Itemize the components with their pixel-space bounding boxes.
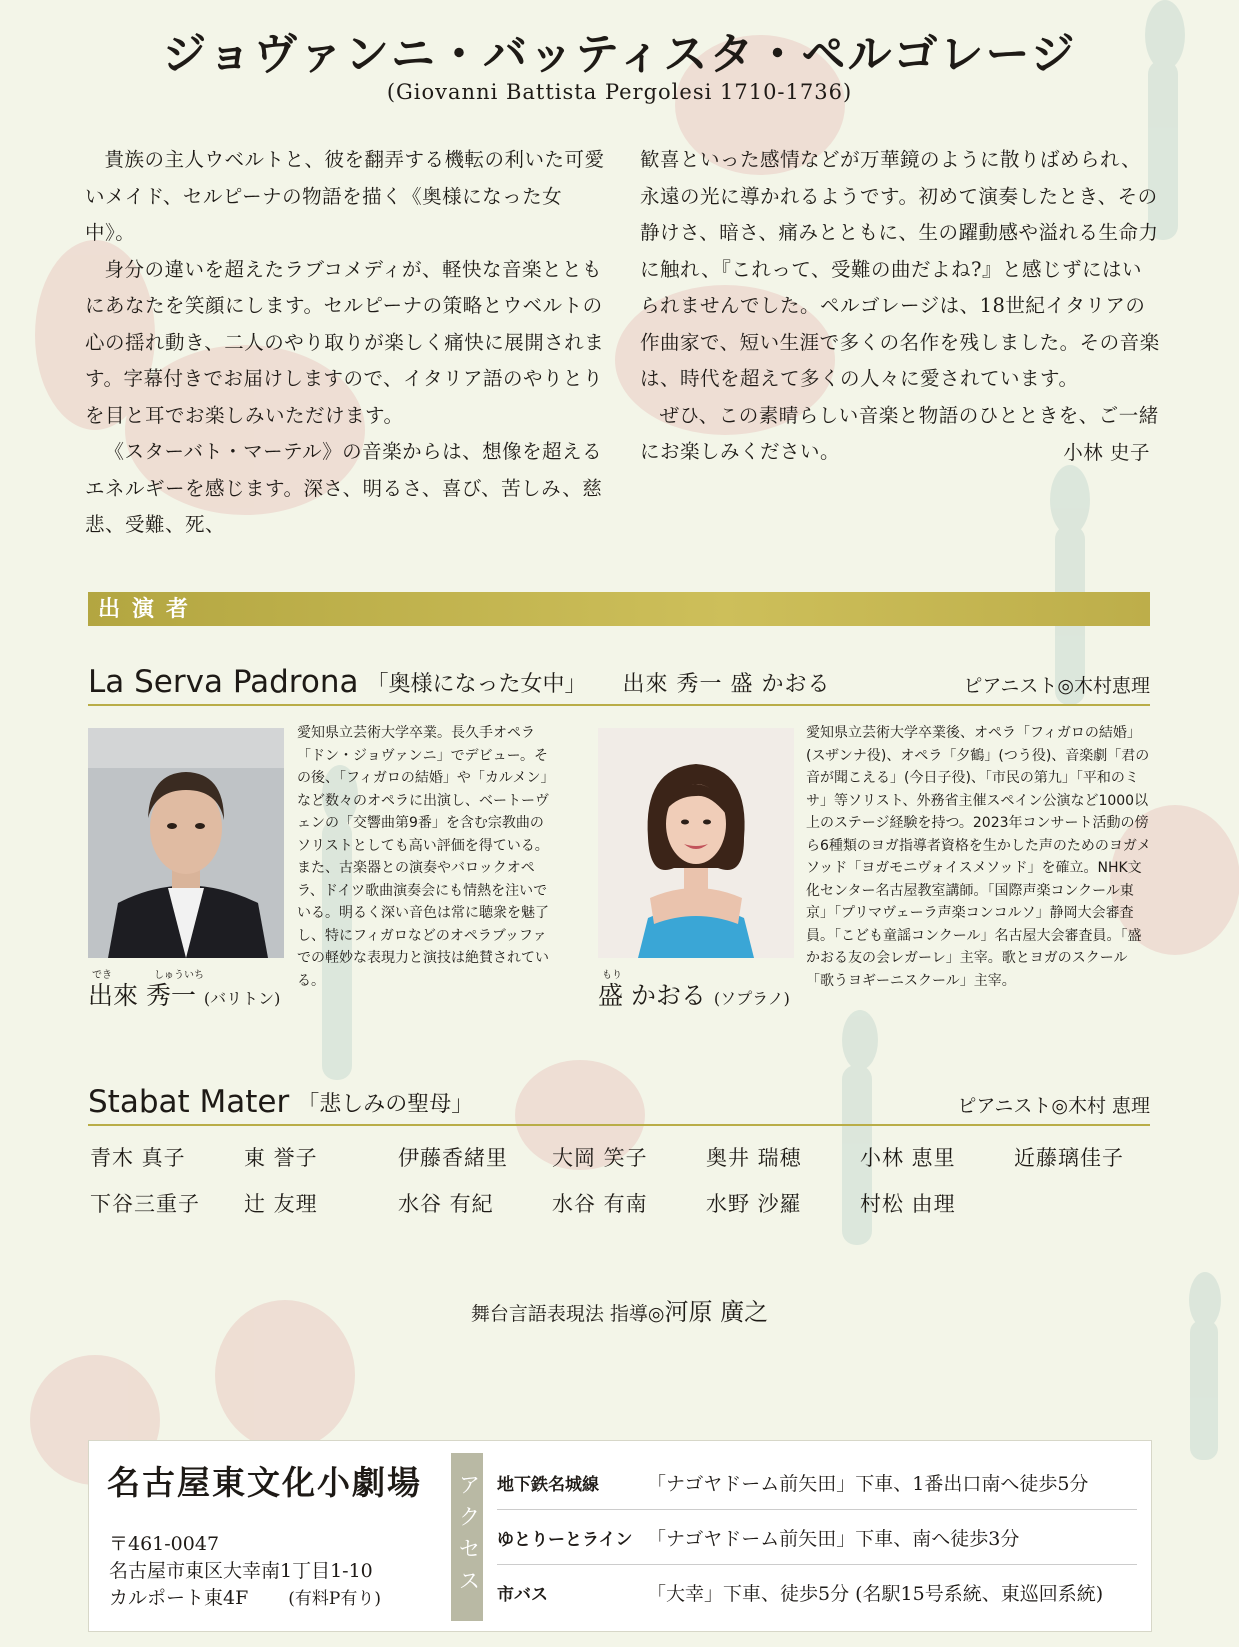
pianist-credit: ピアニスト◎木村 恵理 xyxy=(957,1095,1150,1117)
transit-line: 市バス xyxy=(497,1584,548,1605)
work-title-japanese: 「奥様になった女中」 xyxy=(366,672,587,697)
performer-voice-part: (ソプラノ) xyxy=(713,989,790,1008)
intro-left-column xyxy=(85,142,610,544)
venue-info-box xyxy=(88,1440,1152,1632)
name-reading: しゅういち xyxy=(154,970,204,981)
chorus-member: 青木 真子 xyxy=(90,1146,186,1170)
performer-name-soprano xyxy=(598,970,790,1012)
postal-code: 〒461-0047 xyxy=(109,1533,220,1555)
performer-voice-part: (バリトン) xyxy=(203,989,281,1008)
name-reading: もり xyxy=(602,970,622,981)
access-label: アクセス xyxy=(451,1453,483,1621)
intro-signature: 小林 史子 xyxy=(1063,440,1150,464)
director-credit xyxy=(0,1292,1239,1327)
parking-note: (有料P有り) xyxy=(288,1589,381,1609)
work-title-japanese: 「悲しみの聖母」 xyxy=(297,1092,474,1117)
work-heading-stabat-mater xyxy=(88,1080,1150,1126)
transit-line: ゆとりーとライン xyxy=(497,1529,633,1550)
performer-bio: 愛知県立芸術大学卒業後、オペラ「フィガロの結婚」(スザンナ役)、オペラ「夕鶴」(つう役)、音楽劇「君の音が聞こえる」(今日子役)、「市民の第九」「平和のミサ」等ソリスト、外務省主催スペイン公演など1000以上のステージ経験を持つ。2023年コンサート活動の傍ら6種類のヨガ指導者資格を生かした声のためのヨガメソッド「ヨガモニヴォイスメソッド」を確立。NHK文化センター名古屋教室講師。「国際声楽コンクール東京」「プリマヴェーラ声楽コンコルソ」静岡大会審査員。「こども童謡コンクール」名古屋大会審査員。「盛かおる友の会レガーレ」主宰。歌とヨガのスクール「歌うヨギーニスクール」主宰。 xyxy=(806,725,1151,989)
work-title: Stabat Mater xyxy=(88,1084,290,1120)
intro-paragraph: 《スターバト・マーテル》の音楽からは、想像を超えるエネルギーを感じます。深さ、明るさ、喜び、苦しみ、慈悲、受難、死、 xyxy=(85,440,603,536)
chorus-member: 水野 沙羅 xyxy=(706,1192,802,1216)
chorus-member: 近藤璃佳子 xyxy=(1014,1146,1124,1170)
transit-route: 「ナゴヤドーム前矢田」下車、1番出口南へ徒歩5分 xyxy=(647,1472,1089,1495)
chorus-member-list xyxy=(90,1142,1160,1218)
transit-route: 「大幸」下車、徒歩5分 (名駅15号系統、東巡回系統) xyxy=(647,1582,1104,1605)
performer-name-baritone xyxy=(88,970,281,1012)
director-label: 舞台言語表現法 指導◎ xyxy=(470,1303,665,1325)
director-name: 河原 廣之 xyxy=(664,1298,769,1326)
transit-route: 「ナゴヤドーム前矢田」下車、南へ徒歩3分 xyxy=(647,1527,1020,1550)
page-subtitle: (Giovanni Battista Pergolesi 1710-1736) xyxy=(386,80,853,104)
chorus-member: 大岡 笑子 xyxy=(552,1146,648,1170)
performer-photo-soprano xyxy=(598,728,794,958)
chorus-member: 伊藤香緒里 xyxy=(398,1146,508,1170)
page-title: ジョヴァンニ・バッティスタ・ペルゴレージ xyxy=(162,29,1077,80)
chorus-member: 小林 恵里 xyxy=(860,1146,956,1170)
work-cast: 出來 秀一 盛 かおる xyxy=(622,672,831,697)
chorus-member: 水谷 有南 xyxy=(552,1192,648,1216)
intro-paragraph: 身分の違いを超えたラブコメディが、軽快な音楽とともにあなたを笑顔にします。セルピーナの策略とウベルトの心の揺れ動き、二人のやり取りが楽しく痛快に展開されます。字幕付きでお届けしますので、イタリア語のやりとりを目と耳でお楽しみいただけます。 xyxy=(85,257,605,427)
intro-paragraph: ぜひ、この素晴らしい音楽と物語のひとときを、ご一緒にお楽しみください。 xyxy=(640,403,1159,463)
performer-photo-baritone xyxy=(88,728,284,958)
work-title: La Serva Padrona xyxy=(88,664,359,700)
chorus-member: 辻 友理 xyxy=(244,1192,318,1216)
chorus-member: 奥井 瑞穂 xyxy=(706,1146,802,1170)
chorus-member: 東 誉子 xyxy=(244,1146,318,1170)
intro-paragraph: 貴族の主人ウベルトと、彼を翻弄する機転の利いた可愛いメイド、セルピーナの物語を描く《奥様になった女中》。 xyxy=(85,148,605,244)
performer-name: 盛 かおる xyxy=(598,981,706,1010)
chorus-member: 村松 由理 xyxy=(860,1192,956,1216)
transit-line: 地下鉄名城線 xyxy=(497,1474,599,1495)
section-label: 出演者 xyxy=(98,596,201,622)
access-row xyxy=(497,1510,1137,1565)
performer-bio: 愛知県立芸術大学卒業。長久手オペラ「ドン・ジョヴァンニ」でデビュー。その後、「フィガロの結婚」や「カルメン」など数々のオペラに出演し、ベートーヴェンの「交響曲第9番」を含む宗教曲のソリストとしても高い評価を得ている。また、古楽器との演奏やバロックオペラ、ドイツ歌曲演奏会にも情熱を注いでいる。明るく深い音色は常に聴衆を魅了し、特にフィガロなどのオペラブッファでの軽妙な表現力と演技は絶賛されている。 xyxy=(297,725,549,989)
address-line: カルポート東4F xyxy=(109,1587,249,1609)
access-row xyxy=(497,1565,1137,1619)
access-row xyxy=(497,1455,1137,1510)
pianist-credit: ピアニスト◎木村恵理 xyxy=(963,675,1150,697)
performers-section-bar xyxy=(88,592,1150,626)
name-reading: でき xyxy=(92,970,112,981)
venue-name: 名古屋東文化小劇場 xyxy=(107,1463,422,1502)
intro-right-column xyxy=(640,142,1160,471)
chorus-member: 下谷三重子 xyxy=(90,1192,200,1216)
address-line: 名古屋市東区大幸南1丁目1-10 xyxy=(109,1560,373,1582)
performer-name: 出來 秀一 xyxy=(88,981,196,1010)
venue-address xyxy=(109,1531,381,1613)
chorus-member: 水谷 有紀 xyxy=(398,1192,494,1216)
intro-paragraph: 歓喜といった感情などが万華鏡のように散りばめられ、永遠の光に導かれるようです。初めて演奏したとき、その静けさ、暗さ、痛みとともに、生の躍動感や溢れる生命力に触れ、『これって、受難の曲だよね?』と感じずにはいられませんでした。ペルゴレージは、18世紀イタリアの作曲家で、短い生涯で多くの名作を残しました。その音楽は、時代を超えて多くの人々に愛されています。 xyxy=(640,148,1160,390)
access-list xyxy=(497,1455,1137,1619)
work-heading-serva-padrona xyxy=(88,660,1150,706)
